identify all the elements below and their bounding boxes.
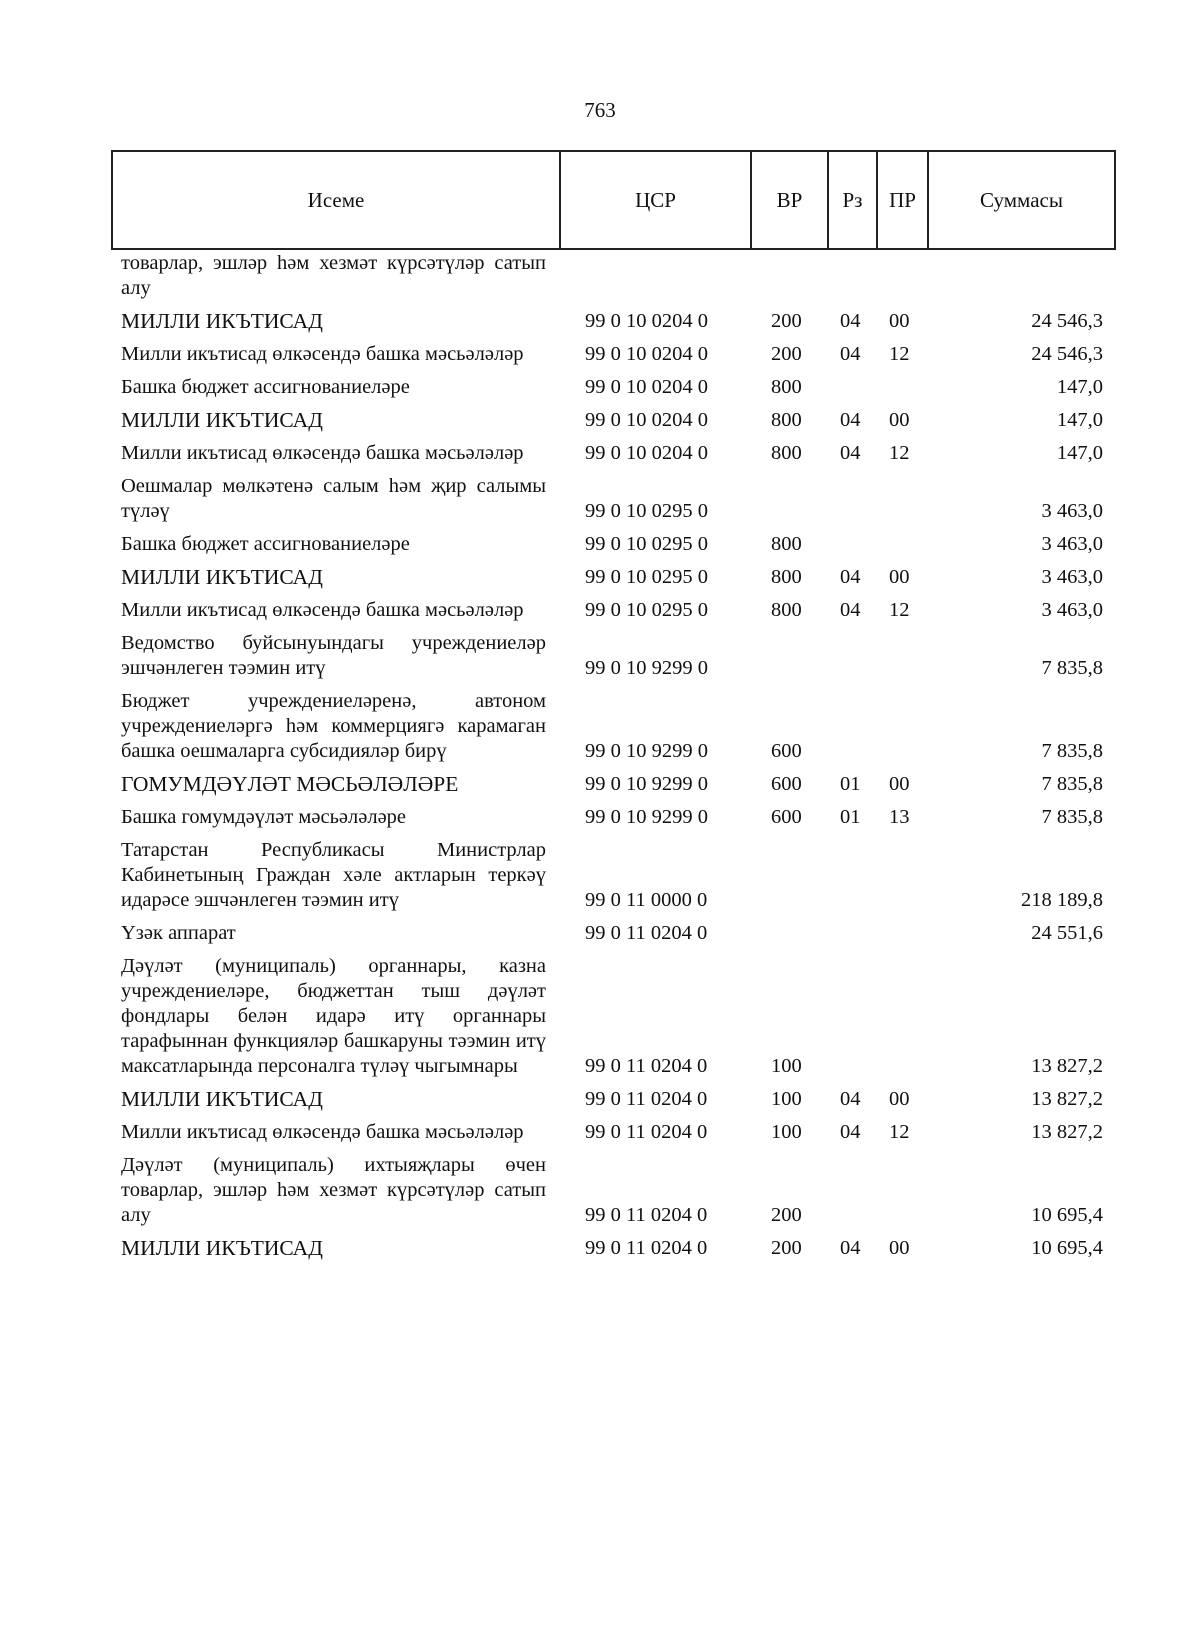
- cell-sum: 24 546,3: [1031, 343, 1103, 365]
- cell-pr: 12: [889, 442, 910, 464]
- cell-sum: 13 827,2: [1031, 1121, 1103, 1143]
- cell-rz: 04: [840, 1088, 861, 1110]
- cell-sum: 13 827,2: [1031, 1055, 1103, 1077]
- cell-csr: 99 0 11 0204 0: [585, 1055, 708, 1077]
- cell-vr: 600: [771, 773, 802, 795]
- cell-rz: 01: [840, 806, 861, 828]
- cell-csr: 99 0 10 0295 0: [585, 599, 708, 621]
- cell-sum: 3 463,0: [1041, 599, 1103, 621]
- cell-sum: 7 835,8: [1041, 657, 1103, 679]
- cell-sum: 218 189,8: [1021, 889, 1103, 911]
- cell-rz: [828, 834, 877, 917]
- cell-sum: 10 695,4: [1031, 1204, 1103, 1226]
- page-number: 763: [584, 98, 616, 122]
- cell-vr: 200: [771, 1204, 802, 1226]
- table-row: [112, 404, 1115, 437]
- cell-rz: [828, 470, 877, 528]
- table-row: [112, 561, 1115, 594]
- cell-pr: 12: [889, 343, 910, 365]
- cell-pr: [877, 917, 928, 950]
- cell-name: Башка гомумдәүләт мәсьәләләре: [121, 806, 407, 828]
- table-row: [112, 1149, 1115, 1232]
- cell-vr: [751, 627, 828, 685]
- header-pr: ПР: [877, 151, 928, 249]
- cell-vr: 800: [771, 442, 802, 464]
- cell-pr: [877, 371, 928, 404]
- cell-pr: 00: [889, 773, 910, 795]
- cell-sum: 3 463,0: [1041, 533, 1103, 555]
- cell-name: Милли икътисад өлкәсендә башка мәсьәләләр: [121, 442, 524, 464]
- cell-vr: 800: [771, 409, 802, 431]
- cell-sum: 147,0: [1056, 409, 1103, 431]
- cell-vr: 800: [771, 376, 802, 398]
- cell-pr: [877, 950, 928, 1083]
- cell-rz: [828, 249, 877, 305]
- table-row: [112, 371, 1115, 404]
- cell-rz: 04: [840, 343, 861, 365]
- cell-sum: 3 463,0: [1041, 566, 1103, 588]
- table-row: [112, 594, 1115, 627]
- table-body: [112, 249, 1115, 1265]
- cell-name: МИЛЛИ ИКЪТИСАД: [121, 565, 323, 589]
- cell-rz: [828, 627, 877, 685]
- table-row: [112, 1116, 1115, 1149]
- cell-rz: [828, 917, 877, 950]
- cell-pr: [877, 470, 928, 528]
- cell-vr: 600: [771, 740, 802, 762]
- cell-rz: [828, 950, 877, 1083]
- cell-vr: 200: [771, 310, 802, 332]
- table-row: [112, 801, 1115, 834]
- cell-sum: 7 835,8: [1041, 806, 1103, 828]
- cell-rz: 04: [840, 599, 861, 621]
- table-row: [112, 834, 1115, 917]
- cell-vr: 100: [771, 1055, 802, 1077]
- cell-csr: 99 0 10 9299 0: [585, 657, 708, 679]
- cell-name: Дәүләт (муниципаль) органнары, казна учреждениеләре, бюджеттан тыш дәүләт фондлары белән идарә итү органнары тарафыннан функцияләр башкаруны тәэмин итү максатларында персоналга түләү чыгымнары: [121, 955, 546, 1077]
- cell-name: Бюджет учреждениеләренә, автоном учреждениеләргә һәм коммерциягә карамаган башка оешмаларга субсидияләр бирү: [121, 690, 546, 762]
- cell-name: МИЛЛИ ИКЪТИСАД: [121, 408, 323, 432]
- cell-csr: 99 0 10 0295 0: [585, 566, 708, 588]
- cell-pr: [877, 528, 928, 561]
- cell-rz: [828, 371, 877, 404]
- cell-csr: 99 0 10 0204 0: [585, 409, 708, 431]
- cell-vr: 100: [771, 1088, 802, 1110]
- table-row: [112, 1232, 1115, 1265]
- header-sum: Суммасы: [928, 151, 1115, 249]
- cell-rz: [828, 528, 877, 561]
- cell-vr: 600: [771, 806, 802, 828]
- cell-csr: 99 0 10 9299 0: [585, 806, 708, 828]
- cell-csr: [560, 249, 751, 305]
- header-vr: ВР: [751, 151, 828, 249]
- header-csr: ЦСР: [560, 151, 751, 249]
- cell-name: Татарстан Республикасы Министрлар Кабинетының Граждан хәле актларын теркәү идарәсе эшчәнлеген тәэмин итү: [121, 839, 546, 911]
- cell-sum: [928, 249, 1115, 305]
- cell-vr: 800: [771, 566, 802, 588]
- cell-csr: 99 0 11 0204 0: [585, 1204, 708, 1226]
- cell-name: МИЛЛИ ИКЪТИСАД: [121, 1236, 323, 1260]
- cell-sum: 24 546,3: [1031, 310, 1103, 332]
- cell-name: МИЛЛИ ИКЪТИСАД: [121, 309, 323, 333]
- cell-rz: 04: [840, 1121, 861, 1143]
- cell-pr: 00: [889, 566, 910, 588]
- cell-pr: 00: [889, 1088, 910, 1110]
- budget-table: [111, 150, 1116, 1265]
- cell-csr: 99 0 11 0204 0: [585, 1121, 708, 1143]
- cell-csr: 99 0 11 0204 0: [585, 1088, 708, 1110]
- cell-csr: 99 0 10 0204 0: [585, 343, 708, 365]
- cell-sum: 10 695,4: [1031, 1237, 1103, 1259]
- cell-pr: [877, 627, 928, 685]
- cell-csr: 99 0 10 0204 0: [585, 376, 708, 398]
- cell-rz: 04: [840, 409, 861, 431]
- cell-sum: 7 835,8: [1041, 740, 1103, 762]
- cell-name: Оешмалар мөлкәтенә салым һәм җир салымы түләү: [121, 475, 546, 522]
- table-row: [112, 627, 1115, 685]
- cell-vr: 800: [771, 599, 802, 621]
- table-row: [112, 1083, 1115, 1116]
- cell-rz: 04: [840, 1237, 861, 1259]
- table-row: [112, 437, 1115, 470]
- header-rz: Рз: [828, 151, 877, 249]
- cell-pr: [877, 249, 928, 305]
- cell-vr: [751, 917, 828, 950]
- cell-pr: 12: [889, 599, 910, 621]
- cell-sum: 13 827,2: [1031, 1088, 1103, 1110]
- cell-rz: 04: [840, 566, 861, 588]
- table-row: [112, 528, 1115, 561]
- cell-name: Милли икътисад өлкәсендә башка мәсьәләләр: [121, 1121, 524, 1143]
- cell-vr: [751, 470, 828, 528]
- cell-name: Милли икътисад өлкәсендә башка мәсьәләләр: [121, 343, 524, 365]
- header-name: Исеме: [112, 151, 560, 249]
- table-row: [112, 685, 1115, 768]
- cell-pr: 13: [889, 806, 910, 828]
- cell-name: ГОМУМДӘҮЛӘТ МӘСЬӘЛӘЛӘРЕ: [121, 772, 459, 796]
- cell-name: товарлар, эшләр һәм хезмәт күрсәтүләр сатып алу: [121, 252, 546, 299]
- cell-vr: 200: [771, 1237, 802, 1259]
- cell-name: Башка бюджет ассигнованиеләре: [121, 376, 410, 398]
- cell-vr: 800: [771, 533, 802, 555]
- cell-sum: 147,0: [1056, 376, 1103, 398]
- table-row: [112, 917, 1115, 950]
- cell-csr: 99 0 11 0204 0: [585, 1237, 708, 1259]
- table-header-row: [112, 151, 1115, 249]
- cell-pr: [877, 834, 928, 917]
- cell-vr: [751, 249, 828, 305]
- cell-pr: [877, 1149, 928, 1232]
- cell-rz: 04: [840, 310, 861, 332]
- cell-pr: 00: [889, 310, 910, 332]
- cell-csr: 99 0 10 0295 0: [585, 500, 708, 522]
- cell-csr: 99 0 11 0204 0: [585, 922, 708, 944]
- cell-csr: 99 0 10 0204 0: [585, 310, 708, 332]
- cell-sum: 7 835,8: [1041, 773, 1103, 795]
- cell-vr: 100: [771, 1121, 802, 1143]
- cell-rz: [828, 1149, 877, 1232]
- cell-name: Башка бюджет ассигнованиеләре: [121, 533, 410, 555]
- table-row: [112, 305, 1115, 338]
- table-row: [112, 338, 1115, 371]
- cell-rz: 04: [840, 442, 861, 464]
- cell-csr: 99 0 10 9299 0: [585, 740, 708, 762]
- cell-name: Милли икътисад өлкәсендә башка мәсьәләләр: [121, 599, 524, 621]
- cell-sum: 147,0: [1056, 442, 1103, 464]
- cell-vr: [751, 834, 828, 917]
- cell-sum: 3 463,0: [1041, 500, 1103, 522]
- table-row: [112, 249, 1115, 305]
- cell-csr: 99 0 11 0000 0: [585, 889, 708, 911]
- cell-pr: 12: [889, 1121, 910, 1143]
- cell-csr: 99 0 10 9299 0: [585, 773, 708, 795]
- cell-pr: [877, 685, 928, 768]
- table-row: [112, 950, 1115, 1083]
- cell-rz: 01: [840, 773, 861, 795]
- cell-csr: 99 0 10 0204 0: [585, 442, 708, 464]
- table-row: [112, 470, 1115, 528]
- cell-name: МИЛЛИ ИКЪТИСАД: [121, 1087, 323, 1111]
- cell-name: Дәүләт (муниципаль) ихтыяҗлары өчен товарлар, эшләр һәм хезмәт күрсәтүләр сатып алу: [121, 1154, 546, 1226]
- cell-rz: [828, 685, 877, 768]
- table-row: [112, 768, 1115, 801]
- cell-name: Үзәк аппарат: [121, 922, 236, 944]
- cell-vr: 200: [771, 343, 802, 365]
- cell-pr: 00: [889, 409, 910, 431]
- cell-name: Ведомство буйсынуындагы учреждениеләр эшчәнлеген тәэмин итү: [121, 632, 546, 679]
- cell-pr: 00: [889, 1237, 910, 1259]
- cell-sum: 24 551,6: [1031, 922, 1103, 944]
- cell-csr: 99 0 10 0295 0: [585, 533, 708, 555]
